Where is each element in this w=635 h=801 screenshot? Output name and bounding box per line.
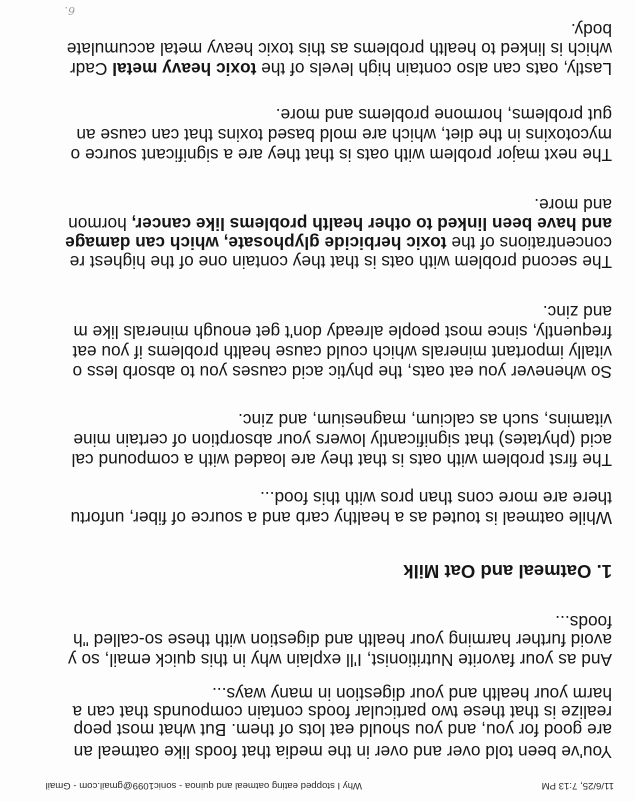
paragraph-line: While oatmeal is touted as a healthy carb and a source of fiber, unfortu <box>70 508 612 528</box>
intro-line: harm your health and your digestion in many ways... <box>212 684 612 704</box>
paragraph-line: The second problem with oats is that they contain one of the highest re <box>69 252 612 272</box>
print-header-datetime: 11/6/25, 7:13 PM <box>541 780 614 791</box>
paragraph-line <box>68 214 612 234</box>
paragraph-line: which is linked to health problems as this toxic heavy metal accumulate <box>66 39 612 59</box>
paragraph-line: frequently, since most people already don't get enough minerals like m <box>73 322 612 342</box>
normal-text: Lastly, oats can also contain high levels of the <box>256 59 612 79</box>
paragraph-line: there are more cons than pros with this food... <box>259 488 612 508</box>
normal-text: Cadr <box>69 59 113 79</box>
print-header-title: Why I stopped eating oatmeal and quinoa - sonic1099@gmail.com - Gmail <box>45 780 362 791</box>
paragraph-line: mycotoxins in the diet, which are mold based toxins that can cause an <box>76 125 612 145</box>
bold-text: toxic heavy metal <box>112 59 257 79</box>
bold-text: and have been linked to other health problems like cancer, <box>131 214 612 234</box>
intro2-line: avoid further harming your health and digestion with these so-called "h <box>73 630 612 650</box>
paragraph-line <box>70 59 612 79</box>
intro-line: realize is that these two particular foods contain compounds that can a <box>72 702 612 722</box>
normal-text: concentrations of the <box>446 233 612 253</box>
intro2-line: foods... <box>555 612 612 632</box>
handwritten-page-mark: 6. <box>64 4 75 17</box>
paragraph-line: gut problems, hormone problems and more. <box>275 105 612 125</box>
intro-line: are good for you, and you should eat lots of them. But what most peop <box>73 720 612 740</box>
bold-text: toxic herbicide glyphosate, which can damage <box>65 233 447 253</box>
paragraph-line <box>65 233 612 253</box>
paragraph-line: body. <box>570 20 612 40</box>
paragraph-line: and zinc. <box>542 302 612 322</box>
paragraph-line: vitamins, such as calcium, magnesium, and zinc. <box>238 410 612 430</box>
intro2-line: And as your favorite Nutritionist, I'll explain why in this quick email, so y <box>68 650 612 670</box>
paragraph-line: The first problem with oats is that they are loaded with a compound cal <box>71 450 612 470</box>
section-heading: 1. Oatmeal and Oat Milk <box>403 561 612 582</box>
paragraph-line: acid (phytates) that significantly lowers your absorption of certain mine <box>73 430 612 450</box>
intro-line: You've been told over and over in the media that foods like oatmeal an <box>73 742 612 762</box>
paragraph-line: The next major problem with oats is that they are a significant source o <box>70 145 612 165</box>
normal-text: hormon <box>68 214 132 234</box>
paragraph-line: vitally important minerals which could cause health problems if you eat <box>72 342 612 362</box>
paragraph-line: So whenever you eat oats, the phytic acid causes you to absorb less o <box>72 362 612 382</box>
paragraph-line: and more. <box>534 195 612 215</box>
